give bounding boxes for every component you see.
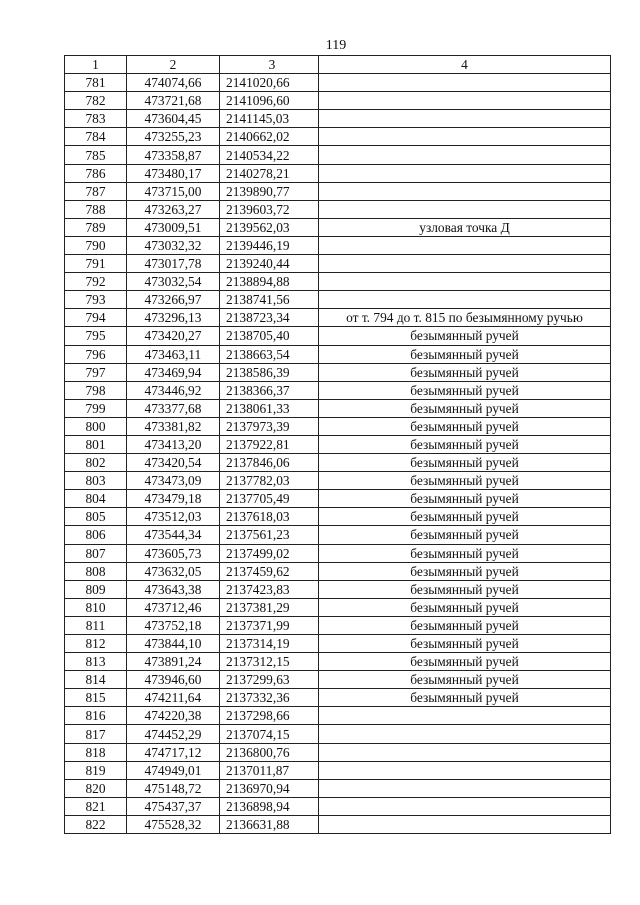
coordinate-y-cell: 2137922,81 [220, 435, 319, 453]
point-number-cell: 816 [65, 707, 127, 725]
description-cell [319, 110, 611, 128]
point-number-cell: 818 [65, 743, 127, 761]
point-number-cell: 798 [65, 381, 127, 399]
coordinate-x-cell: 474220,38 [127, 707, 220, 725]
coordinate-y-cell: 2141020,66 [220, 74, 319, 92]
description-cell [319, 236, 611, 254]
table-row [65, 291, 611, 309]
coordinate-y-cell: 2139603,72 [220, 200, 319, 218]
table-row [65, 255, 611, 273]
point-number-cell: 815 [65, 689, 127, 707]
coordinate-x-cell: 473891,24 [127, 653, 220, 671]
coordinate-y-cell: 2136898,94 [220, 797, 319, 815]
table-row [65, 146, 611, 164]
point-number-cell: 791 [65, 255, 127, 273]
table-row [65, 92, 611, 110]
description-cell [319, 743, 611, 761]
point-number-cell: 794 [65, 309, 127, 327]
coordinate-y-cell: 2137782,03 [220, 472, 319, 490]
point-number-cell: 796 [65, 345, 127, 363]
description-cell [319, 797, 611, 815]
coordinate-x-cell: 473381,82 [127, 417, 220, 435]
description-cell: безымянный ручей [319, 454, 611, 472]
coordinate-y-cell: 2138741,56 [220, 291, 319, 309]
coordinate-x-cell: 474717,12 [127, 743, 220, 761]
point-number-cell: 807 [65, 544, 127, 562]
description-cell [319, 815, 611, 833]
description-cell: безымянный ручей [319, 472, 611, 490]
coordinate-y-cell: 2137499,02 [220, 544, 319, 562]
coordinate-x-cell: 473266,97 [127, 291, 220, 309]
point-number-cell: 822 [65, 815, 127, 833]
description-cell [319, 74, 611, 92]
point-number-cell: 799 [65, 399, 127, 417]
description-cell: безымянный ручей [319, 363, 611, 381]
table-body [65, 74, 611, 834]
description-cell: безымянный ручей [319, 562, 611, 580]
coordinate-x-cell: 475148,72 [127, 779, 220, 797]
coordinate-x-cell: 473605,73 [127, 544, 220, 562]
table-row [65, 345, 611, 363]
coordinate-y-cell: 2138663,54 [220, 345, 319, 363]
table-row [65, 508, 611, 526]
description-cell [319, 164, 611, 182]
point-number-cell: 785 [65, 146, 127, 164]
point-number-cell: 817 [65, 725, 127, 743]
table-row [65, 653, 611, 671]
point-number-cell: 808 [65, 562, 127, 580]
table-row [65, 164, 611, 182]
coordinate-x-cell: 473473,09 [127, 472, 220, 490]
point-number-cell: 793 [65, 291, 127, 309]
coordinate-x-cell: 475528,32 [127, 815, 220, 833]
point-number-cell: 789 [65, 218, 127, 236]
point-number-cell: 795 [65, 327, 127, 345]
description-cell: безымянный ручей [319, 653, 611, 671]
coordinate-y-cell: 2136800,76 [220, 743, 319, 761]
table-header-row [65, 56, 611, 74]
coordinate-x-cell: 474211,64 [127, 689, 220, 707]
coordinate-x-cell: 473479,18 [127, 490, 220, 508]
table-row [65, 110, 611, 128]
coordinate-y-cell: 2137973,39 [220, 417, 319, 435]
coordinate-x-cell: 473463,11 [127, 345, 220, 363]
coordinate-x-cell: 473446,92 [127, 381, 220, 399]
description-cell: безымянный ручей [319, 417, 611, 435]
table-row [65, 580, 611, 598]
table-row [65, 544, 611, 562]
coordinate-y-cell: 2137459,62 [220, 562, 319, 580]
description-cell: безымянный ручей [319, 327, 611, 345]
description-cell [319, 707, 611, 725]
coordinate-x-cell: 473377,68 [127, 399, 220, 417]
description-cell [319, 182, 611, 200]
coordinate-y-cell: 2137298,66 [220, 707, 319, 725]
table-row [65, 454, 611, 472]
coordinate-y-cell: 2137381,29 [220, 598, 319, 616]
description-cell: безымянный ручей [319, 671, 611, 689]
coordinate-y-cell: 2137332,36 [220, 689, 319, 707]
point-number-cell: 783 [65, 110, 127, 128]
description-cell: безымянный ручей [319, 689, 611, 707]
coordinate-y-cell: 2140534,22 [220, 146, 319, 164]
description-cell: безымянный ручей [319, 598, 611, 616]
coordinate-y-cell: 2137618,03 [220, 508, 319, 526]
coordinate-x-cell: 473844,10 [127, 635, 220, 653]
coordinate-x-cell: 473544,34 [127, 526, 220, 544]
coordinate-x-cell: 473469,94 [127, 363, 220, 381]
coordinate-y-cell: 2137312,15 [220, 653, 319, 671]
table-row [65, 273, 611, 291]
table-row [65, 743, 611, 761]
coordinate-x-cell: 473420,54 [127, 454, 220, 472]
point-number-cell: 820 [65, 779, 127, 797]
table-row [65, 309, 611, 327]
table-row [65, 128, 611, 146]
description-cell [319, 273, 611, 291]
description-cell: от т. 794 до т. 815 по безымянному ручью [319, 309, 611, 327]
description-cell [319, 779, 611, 797]
point-number-cell: 790 [65, 236, 127, 254]
coordinate-y-cell: 2138705,40 [220, 327, 319, 345]
coordinate-x-cell: 474074,66 [127, 74, 220, 92]
point-number-cell: 814 [65, 671, 127, 689]
coordinate-x-cell: 473413,20 [127, 435, 220, 453]
table-row [65, 363, 611, 381]
description-cell: безымянный ручей [319, 381, 611, 399]
coordinate-x-cell: 473255,23 [127, 128, 220, 146]
description-cell: безымянный ручей [319, 526, 611, 544]
coordinate-x-cell: 473296,13 [127, 309, 220, 327]
table-row [65, 236, 611, 254]
column-header-3: 3 [220, 56, 319, 74]
coordinate-y-cell: 2138366,37 [220, 381, 319, 399]
coordinate-y-cell: 2138723,34 [220, 309, 319, 327]
table-row [65, 218, 611, 236]
table-row [65, 616, 611, 634]
description-cell: безымянный ручей [319, 508, 611, 526]
page-number: 119 [325, 38, 347, 53]
coordinate-y-cell: 2137423,83 [220, 580, 319, 598]
point-number-cell: 781 [65, 74, 127, 92]
table-row [65, 635, 611, 653]
column-header-2: 2 [127, 56, 220, 74]
table-row [65, 472, 611, 490]
table-row [65, 598, 611, 616]
table-row [65, 761, 611, 779]
table-row [65, 671, 611, 689]
coordinate-x-cell: 473721,68 [127, 92, 220, 110]
point-number-cell: 803 [65, 472, 127, 490]
point-number-cell: 782 [65, 92, 127, 110]
description-cell [319, 255, 611, 273]
coordinate-y-cell: 2137705,49 [220, 490, 319, 508]
coordinate-x-cell: 473712,46 [127, 598, 220, 616]
coordinate-x-cell: 473032,32 [127, 236, 220, 254]
point-number-cell: 812 [65, 635, 127, 653]
coordinate-x-cell: 475437,37 [127, 797, 220, 815]
table-row [65, 707, 611, 725]
coordinate-y-cell: 2139446,19 [220, 236, 319, 254]
point-number-cell: 801 [65, 435, 127, 453]
coordinate-y-cell: 2137371,99 [220, 616, 319, 634]
table-row [65, 689, 611, 707]
coordinate-x-cell: 473017,78 [127, 255, 220, 273]
table-row [65, 779, 611, 797]
point-number-cell: 813 [65, 653, 127, 671]
point-number-cell: 788 [65, 200, 127, 218]
description-cell [319, 146, 611, 164]
table-row [65, 435, 611, 453]
description-cell [319, 128, 611, 146]
coordinate-y-cell: 2138894,88 [220, 273, 319, 291]
description-cell: безымянный ручей [319, 435, 611, 453]
description-cell [319, 725, 611, 743]
description-cell [319, 200, 611, 218]
coordinate-x-cell: 473752,18 [127, 616, 220, 634]
description-cell: безымянный ручей [319, 544, 611, 562]
point-number-cell: 792 [65, 273, 127, 291]
point-number-cell: 804 [65, 490, 127, 508]
coordinate-y-cell: 2137299,63 [220, 671, 319, 689]
coordinate-y-cell: 2137561,23 [220, 526, 319, 544]
point-number-cell: 810 [65, 598, 127, 616]
coordinate-y-cell: 2137846,06 [220, 454, 319, 472]
description-cell: безымянный ручей [319, 580, 611, 598]
coordinate-y-cell: 2141145,03 [220, 110, 319, 128]
point-number-cell: 797 [65, 363, 127, 381]
description-cell [319, 761, 611, 779]
point-number-cell: 786 [65, 164, 127, 182]
description-cell: безымянный ручей [319, 490, 611, 508]
coordinate-x-cell: 473420,27 [127, 327, 220, 345]
coordinate-y-cell: 2137074,15 [220, 725, 319, 743]
coordinate-y-cell: 2136631,88 [220, 815, 319, 833]
column-header-4: 4 [319, 56, 611, 74]
point-number-cell: 806 [65, 526, 127, 544]
description-cell: безымянный ручей [319, 616, 611, 634]
coordinate-y-cell: 2137314,19 [220, 635, 319, 653]
point-number-cell: 800 [65, 417, 127, 435]
coordinates-table [64, 55, 611, 834]
description-cell: безымянный ручей [319, 635, 611, 653]
coordinate-y-cell: 2139890,77 [220, 182, 319, 200]
table-row [65, 381, 611, 399]
point-number-cell: 802 [65, 454, 127, 472]
table-row [65, 182, 611, 200]
point-number-cell: 784 [65, 128, 127, 146]
description-cell: узловая точка Д [319, 218, 611, 236]
coordinate-x-cell: 473263,27 [127, 200, 220, 218]
point-number-cell: 811 [65, 616, 127, 634]
table-row [65, 327, 611, 345]
description-cell: безымянный ручей [319, 345, 611, 363]
coordinate-x-cell: 473512,03 [127, 508, 220, 526]
coordinate-x-cell: 473632,05 [127, 562, 220, 580]
table-row [65, 399, 611, 417]
point-number-cell: 809 [65, 580, 127, 598]
description-cell: безымянный ручей [319, 399, 611, 417]
table-row [65, 797, 611, 815]
coordinate-x-cell: 473946,60 [127, 671, 220, 689]
table-row [65, 725, 611, 743]
table-row [65, 417, 611, 435]
point-number-cell: 819 [65, 761, 127, 779]
description-cell [319, 291, 611, 309]
coordinate-y-cell: 2139240,44 [220, 255, 319, 273]
coordinate-y-cell: 2140662,02 [220, 128, 319, 146]
table-row [65, 562, 611, 580]
table-row [65, 200, 611, 218]
table-row [65, 490, 611, 508]
coordinate-y-cell: 2141096,60 [220, 92, 319, 110]
coordinate-x-cell: 473358,87 [127, 146, 220, 164]
coordinate-x-cell: 474452,29 [127, 725, 220, 743]
coordinate-x-cell: 473009,51 [127, 218, 220, 236]
coordinate-x-cell: 473604,45 [127, 110, 220, 128]
coordinate-x-cell: 473643,38 [127, 580, 220, 598]
column-header-1: 1 [65, 56, 127, 74]
coordinate-x-cell: 474949,01 [127, 761, 220, 779]
table-row [65, 815, 611, 833]
table-row [65, 74, 611, 92]
table-row [65, 526, 611, 544]
coordinate-y-cell: 2138061,33 [220, 399, 319, 417]
coordinate-y-cell: 2139562,03 [220, 218, 319, 236]
coordinate-x-cell: 473480,17 [127, 164, 220, 182]
description-cell [319, 92, 611, 110]
coordinate-x-cell: 473032,54 [127, 273, 220, 291]
coordinate-y-cell: 2137011,87 [220, 761, 319, 779]
coordinate-y-cell: 2138586,39 [220, 363, 319, 381]
point-number-cell: 805 [65, 508, 127, 526]
point-number-cell: 821 [65, 797, 127, 815]
coordinate-y-cell: 2140278,21 [220, 164, 319, 182]
coordinate-x-cell: 473715,00 [127, 182, 220, 200]
coordinate-y-cell: 2136970,94 [220, 779, 319, 797]
point-number-cell: 787 [65, 182, 127, 200]
